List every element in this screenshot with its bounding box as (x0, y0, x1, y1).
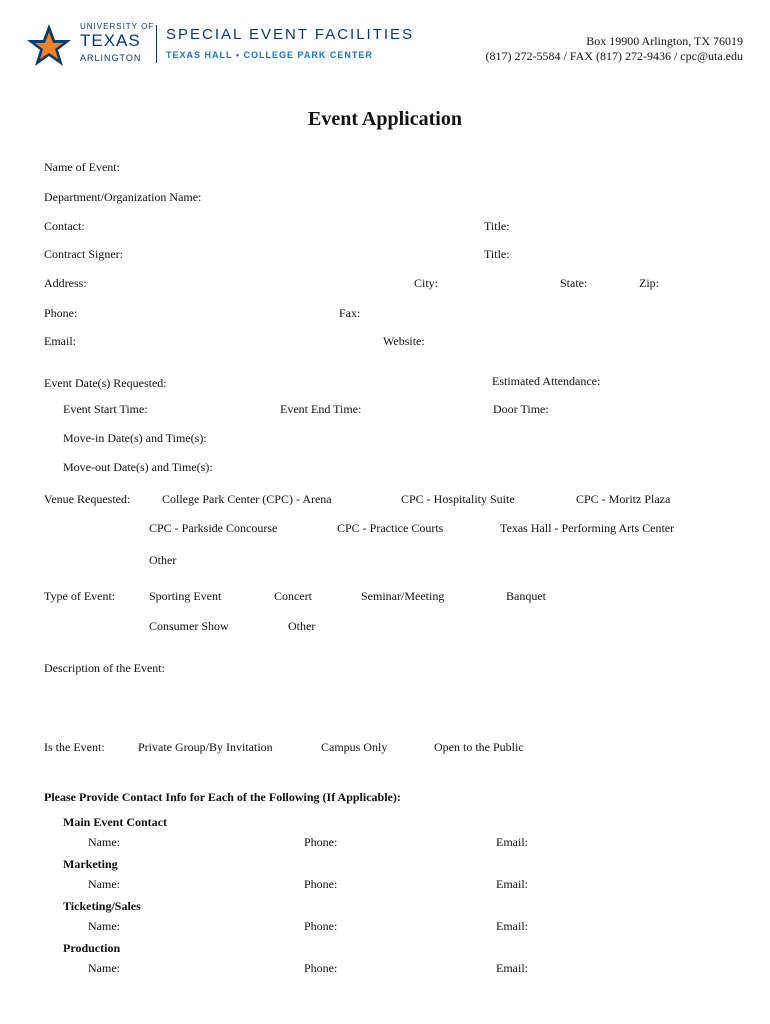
signer-title-label: Title: (484, 247, 510, 261)
venue-option-arena[interactable]: College Park Center (CPC) - Arena (162, 492, 332, 506)
venue-option-practice[interactable]: CPC - Practice Courts (337, 521, 444, 535)
group-main-email: Email: (496, 835, 528, 849)
type-option-concert[interactable]: Concert (274, 589, 312, 603)
attendance-label: Estimated Attendance: (492, 374, 601, 388)
group-marketing-phone: Phone: (304, 877, 338, 891)
group-heading-production: Production (63, 941, 121, 955)
logo-university-of: UNIVERSITY OF (80, 22, 155, 31)
is-event-label: Is the Event: (44, 740, 105, 754)
is-event-option-campus[interactable]: Campus Only (321, 740, 388, 754)
type-label: Type of Event: (44, 589, 116, 603)
page-title: Event Application (308, 108, 462, 130)
uta-star-logo (26, 22, 72, 68)
type-option-banquet[interactable]: Banquet (506, 589, 546, 603)
city-label: City: (414, 276, 439, 290)
group-production-email: Email: (496, 961, 528, 975)
type-option-sporting[interactable]: Sporting Event (149, 589, 222, 603)
group-ticketing-name: Name: (88, 919, 120, 933)
address-line-1: Box 19900 Arlington, TX 76019 (586, 34, 743, 48)
zip-label: Zip: (639, 276, 659, 290)
venue-label: Venue Requested: (44, 492, 131, 506)
description-label: Description of the Event: (44, 661, 165, 675)
venues-line: TEXAS HALL • COLLEGE PARK CENTER (166, 50, 373, 60)
start-time-label: Event Start Time: (63, 402, 148, 416)
address-line-2: (817) 272-5584 / FAX (817) 272-9436 / cpc@uta.edu (485, 49, 743, 63)
logo-divider (156, 25, 157, 63)
is-event-option-public[interactable]: Open to the Public (434, 740, 524, 754)
venue-option-parkside[interactable]: CPC - Parkside Concourse (149, 521, 278, 535)
end-time-label: Event End Time: (280, 402, 362, 416)
door-time-label: Door Time: (493, 402, 549, 416)
group-marketing-email: Email: (496, 877, 528, 891)
move-out-label: Move-out Date(s) and Time(s): (63, 460, 213, 474)
contact-title-label: Title: (484, 219, 510, 233)
website-label: Website: (383, 334, 425, 348)
group-main-phone: Phone: (304, 835, 338, 849)
event-dates-label: Event Date(s) Requested: (44, 376, 167, 390)
group-heading-marketing: Marketing (63, 857, 118, 871)
phone-label: Phone: (44, 306, 78, 320)
venue-option-hospitality[interactable]: CPC - Hospitality Suite (401, 492, 515, 506)
group-production-name: Name: (88, 961, 120, 975)
state-label: State: (560, 276, 588, 290)
group-production-phone: Phone: (304, 961, 338, 975)
logo-arlington: ARLINGTON (80, 53, 142, 63)
special-event-facilities: SPECIAL EVENT FACILITIES (166, 26, 415, 43)
is-event-option-private[interactable]: Private Group/By Invitation (138, 740, 273, 754)
move-in-label: Move-in Date(s) and Time(s): (63, 431, 207, 445)
contact-info-heading: Please Provide Contact Info for Each of the Following (If Applicable): (44, 790, 401, 804)
group-ticketing-phone: Phone: (304, 919, 338, 933)
venue-option-texas-hall[interactable]: Texas Hall - Performing Arts Center (500, 521, 675, 535)
type-option-consumer-show[interactable]: Consumer Show (149, 619, 229, 633)
type-option-seminar[interactable]: Seminar/Meeting (361, 589, 445, 603)
name-of-event-label: Name of Event: (44, 160, 120, 174)
venue-option-moritz[interactable]: CPC - Moritz Plaza (576, 492, 671, 506)
contract-signer-label: Contract Signer: (44, 247, 123, 261)
logo-texas: TEXAS (80, 31, 141, 50)
group-ticketing-email: Email: (496, 919, 528, 933)
group-heading-main: Main Event Contact (63, 815, 167, 829)
venue-option-other[interactable]: Other (149, 553, 177, 567)
email-label: Email: (44, 334, 76, 348)
fax-label: Fax: (339, 306, 361, 320)
group-main-name: Name: (88, 835, 120, 849)
contact-label: Contact: (44, 219, 85, 233)
department-label: Department/Organization Name: (44, 190, 202, 204)
group-heading-ticketing: Ticketing/Sales (63, 899, 141, 913)
address-label: Address: (44, 276, 87, 290)
group-marketing-name: Name: (88, 877, 120, 891)
type-option-other[interactable]: Other (288, 619, 316, 633)
